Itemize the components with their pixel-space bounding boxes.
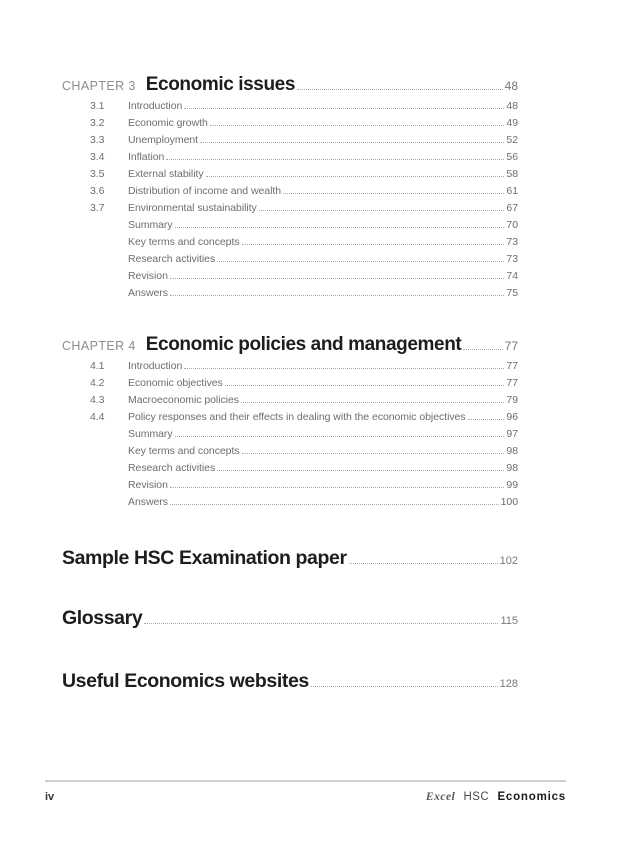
- chapter-heading-row: [62, 73, 518, 98]
- entry-label: Research activities: [128, 253, 216, 265]
- entry-label: Distribution of income and wealth: [128, 185, 282, 197]
- toc-entry: [90, 183, 518, 200]
- dotted-leader: [184, 108, 504, 109]
- entry-page-number: 61: [506, 185, 518, 197]
- dotted-leader: [241, 402, 504, 403]
- entry-page-number: 98: [506, 445, 518, 457]
- entry-page-number: 70: [506, 219, 518, 231]
- toc-entry: [90, 358, 518, 375]
- entry-label: Inflation: [128, 151, 165, 163]
- toc-entry: [90, 477, 518, 494]
- chapter-heading-row: [62, 333, 518, 358]
- entry-number: 4.4: [90, 411, 105, 423]
- dotted-leader: [166, 159, 504, 160]
- section-page-number: 128: [499, 678, 518, 690]
- toc-entry: [90, 443, 518, 460]
- section-sample-hsc-examination-paper: [62, 545, 518, 574]
- entry-page-number: 67: [506, 202, 518, 214]
- dotted-leader: [184, 368, 504, 369]
- chapter-label: CHAPTER 3: [62, 79, 136, 93]
- section-glossary: [62, 605, 518, 634]
- section-useful-economics-websites: [62, 668, 518, 697]
- toc-entry: [90, 268, 518, 285]
- toc-entry: [90, 98, 518, 115]
- dotted-leader: [463, 349, 502, 350]
- entry-number: 3.3: [90, 134, 105, 146]
- entry-label: Introduction: [128, 100, 183, 112]
- entry-label: Policy responses and their effects in dealing with the economic objectives: [128, 411, 466, 423]
- chapter-page-number: 48: [504, 79, 518, 93]
- toc-entry: [90, 217, 518, 234]
- book-brand: [426, 791, 566, 803]
- entry-label: Introduction: [128, 360, 183, 372]
- entry-page-number: 49: [506, 117, 518, 129]
- entry-page-number: 48: [506, 100, 518, 112]
- dotted-leader: [349, 563, 498, 564]
- entry-number: 4.1: [90, 360, 105, 372]
- section-title: Glossary: [62, 607, 143, 629]
- toc-entry: [90, 375, 518, 392]
- entry-label: Macroeconomic policies: [128, 394, 239, 406]
- entry-page-number: 73: [506, 253, 518, 265]
- toc-chapter-3: [62, 73, 518, 302]
- dotted-leader: [170, 278, 505, 279]
- entry-page-number: 77: [506, 360, 518, 372]
- section-page-number: 115: [500, 615, 518, 627]
- chapter-title: Economic issues: [145, 74, 295, 95]
- dotted-leader: [259, 210, 505, 211]
- dotted-leader: [144, 623, 498, 624]
- toc-entry: [90, 115, 518, 132]
- brand-excel: Excel: [425, 791, 456, 803]
- dotted-leader: [170, 295, 504, 296]
- entry-number: 3.7: [90, 202, 105, 214]
- toc-entry: [90, 234, 518, 251]
- dotted-leader: [311, 686, 498, 687]
- section-page-number: 102: [499, 555, 518, 567]
- toc-entry: [90, 494, 518, 511]
- entry-page-number: 99: [506, 479, 518, 491]
- toc-chapter-4: [62, 333, 518, 511]
- entry-label: Revision: [128, 479, 168, 491]
- entry-page-number: 97: [506, 428, 518, 440]
- toc-entry: [90, 409, 518, 426]
- entry-label: Economic growth: [128, 117, 208, 129]
- brand-hsc: HSC: [463, 791, 490, 803]
- entry-page-number: 96: [506, 411, 518, 423]
- entry-label: Key terms and concepts: [128, 445, 240, 457]
- entry-label: Unemployment: [128, 134, 199, 146]
- footer-rule: [45, 780, 566, 782]
- dotted-leader: [242, 453, 505, 454]
- dotted-leader: [200, 142, 504, 143]
- chapter-page-number: 77: [504, 339, 518, 353]
- entry-label: Revision: [128, 270, 168, 282]
- dotted-leader: [206, 176, 505, 177]
- dotted-leader: [175, 436, 505, 437]
- page-folio: iv: [45, 791, 55, 803]
- dotted-leader: [297, 89, 503, 90]
- chapter-title: Economic policies and management: [145, 334, 462, 355]
- dotted-leader: [175, 227, 505, 228]
- dotted-leader: [217, 470, 504, 471]
- dotted-leader: [468, 419, 505, 420]
- toc-entry: [90, 200, 518, 217]
- dotted-leader: [170, 487, 505, 488]
- brand-economics: Economics: [497, 791, 566, 803]
- entry-number: 3.6: [90, 185, 105, 197]
- entry-number: 4.3: [90, 394, 105, 406]
- toc-entry: [90, 149, 518, 166]
- entry-number: 4.2: [90, 377, 105, 389]
- entry-label: Research activities: [128, 462, 216, 474]
- footer-row: [45, 791, 566, 803]
- entry-label: Key terms and concepts: [128, 236, 240, 248]
- entry-page-number: 74: [506, 270, 518, 282]
- entry-page-number: 98: [506, 462, 518, 474]
- toc-entry: [90, 426, 518, 443]
- chapter-label: CHAPTER 4: [62, 339, 136, 353]
- entry-page-number: 58: [506, 168, 518, 180]
- section-title: Sample HSC Examination paper: [62, 547, 347, 569]
- dotted-leader: [242, 244, 505, 245]
- table-of-contents: [62, 73, 518, 697]
- entry-number: 3.5: [90, 168, 105, 180]
- dotted-leader: [170, 504, 499, 505]
- entry-label: Answers: [128, 287, 168, 299]
- entry-number: 3.2: [90, 117, 105, 129]
- toc-entry: [90, 392, 518, 409]
- entry-page-number: 52: [506, 134, 518, 146]
- entry-page-number: 56: [506, 151, 518, 163]
- toc-entry: [90, 460, 518, 477]
- entry-label: Environmental sustainability: [128, 202, 257, 214]
- dotted-leader: [210, 125, 505, 126]
- dotted-leader: [225, 385, 505, 386]
- toc-entry: [90, 132, 518, 149]
- dotted-leader: [217, 261, 504, 262]
- entry-label: Summary: [128, 219, 173, 231]
- entry-number: 3.1: [90, 100, 105, 112]
- entry-page-number: 73: [506, 236, 518, 248]
- chapter-items: [90, 358, 518, 511]
- entry-label: External stability: [128, 168, 204, 180]
- entry-label: Economic objectives: [128, 377, 223, 389]
- entry-page-number: 79: [506, 394, 518, 406]
- entry-page-number: 77: [506, 377, 518, 389]
- toc-entry: [90, 251, 518, 268]
- entry-label: Answers: [128, 496, 168, 508]
- dotted-leader: [283, 193, 504, 194]
- toc-entry: [90, 285, 518, 302]
- entry-page-number: 75: [506, 287, 518, 299]
- entry-number: 3.4: [90, 151, 105, 163]
- entry-label: Summary: [128, 428, 173, 440]
- page-footer: [45, 780, 566, 803]
- toc-entry: [90, 166, 518, 183]
- section-title: Useful Economics websites: [62, 670, 309, 692]
- chapter-items: [90, 98, 518, 302]
- entry-page-number: 100: [500, 496, 518, 508]
